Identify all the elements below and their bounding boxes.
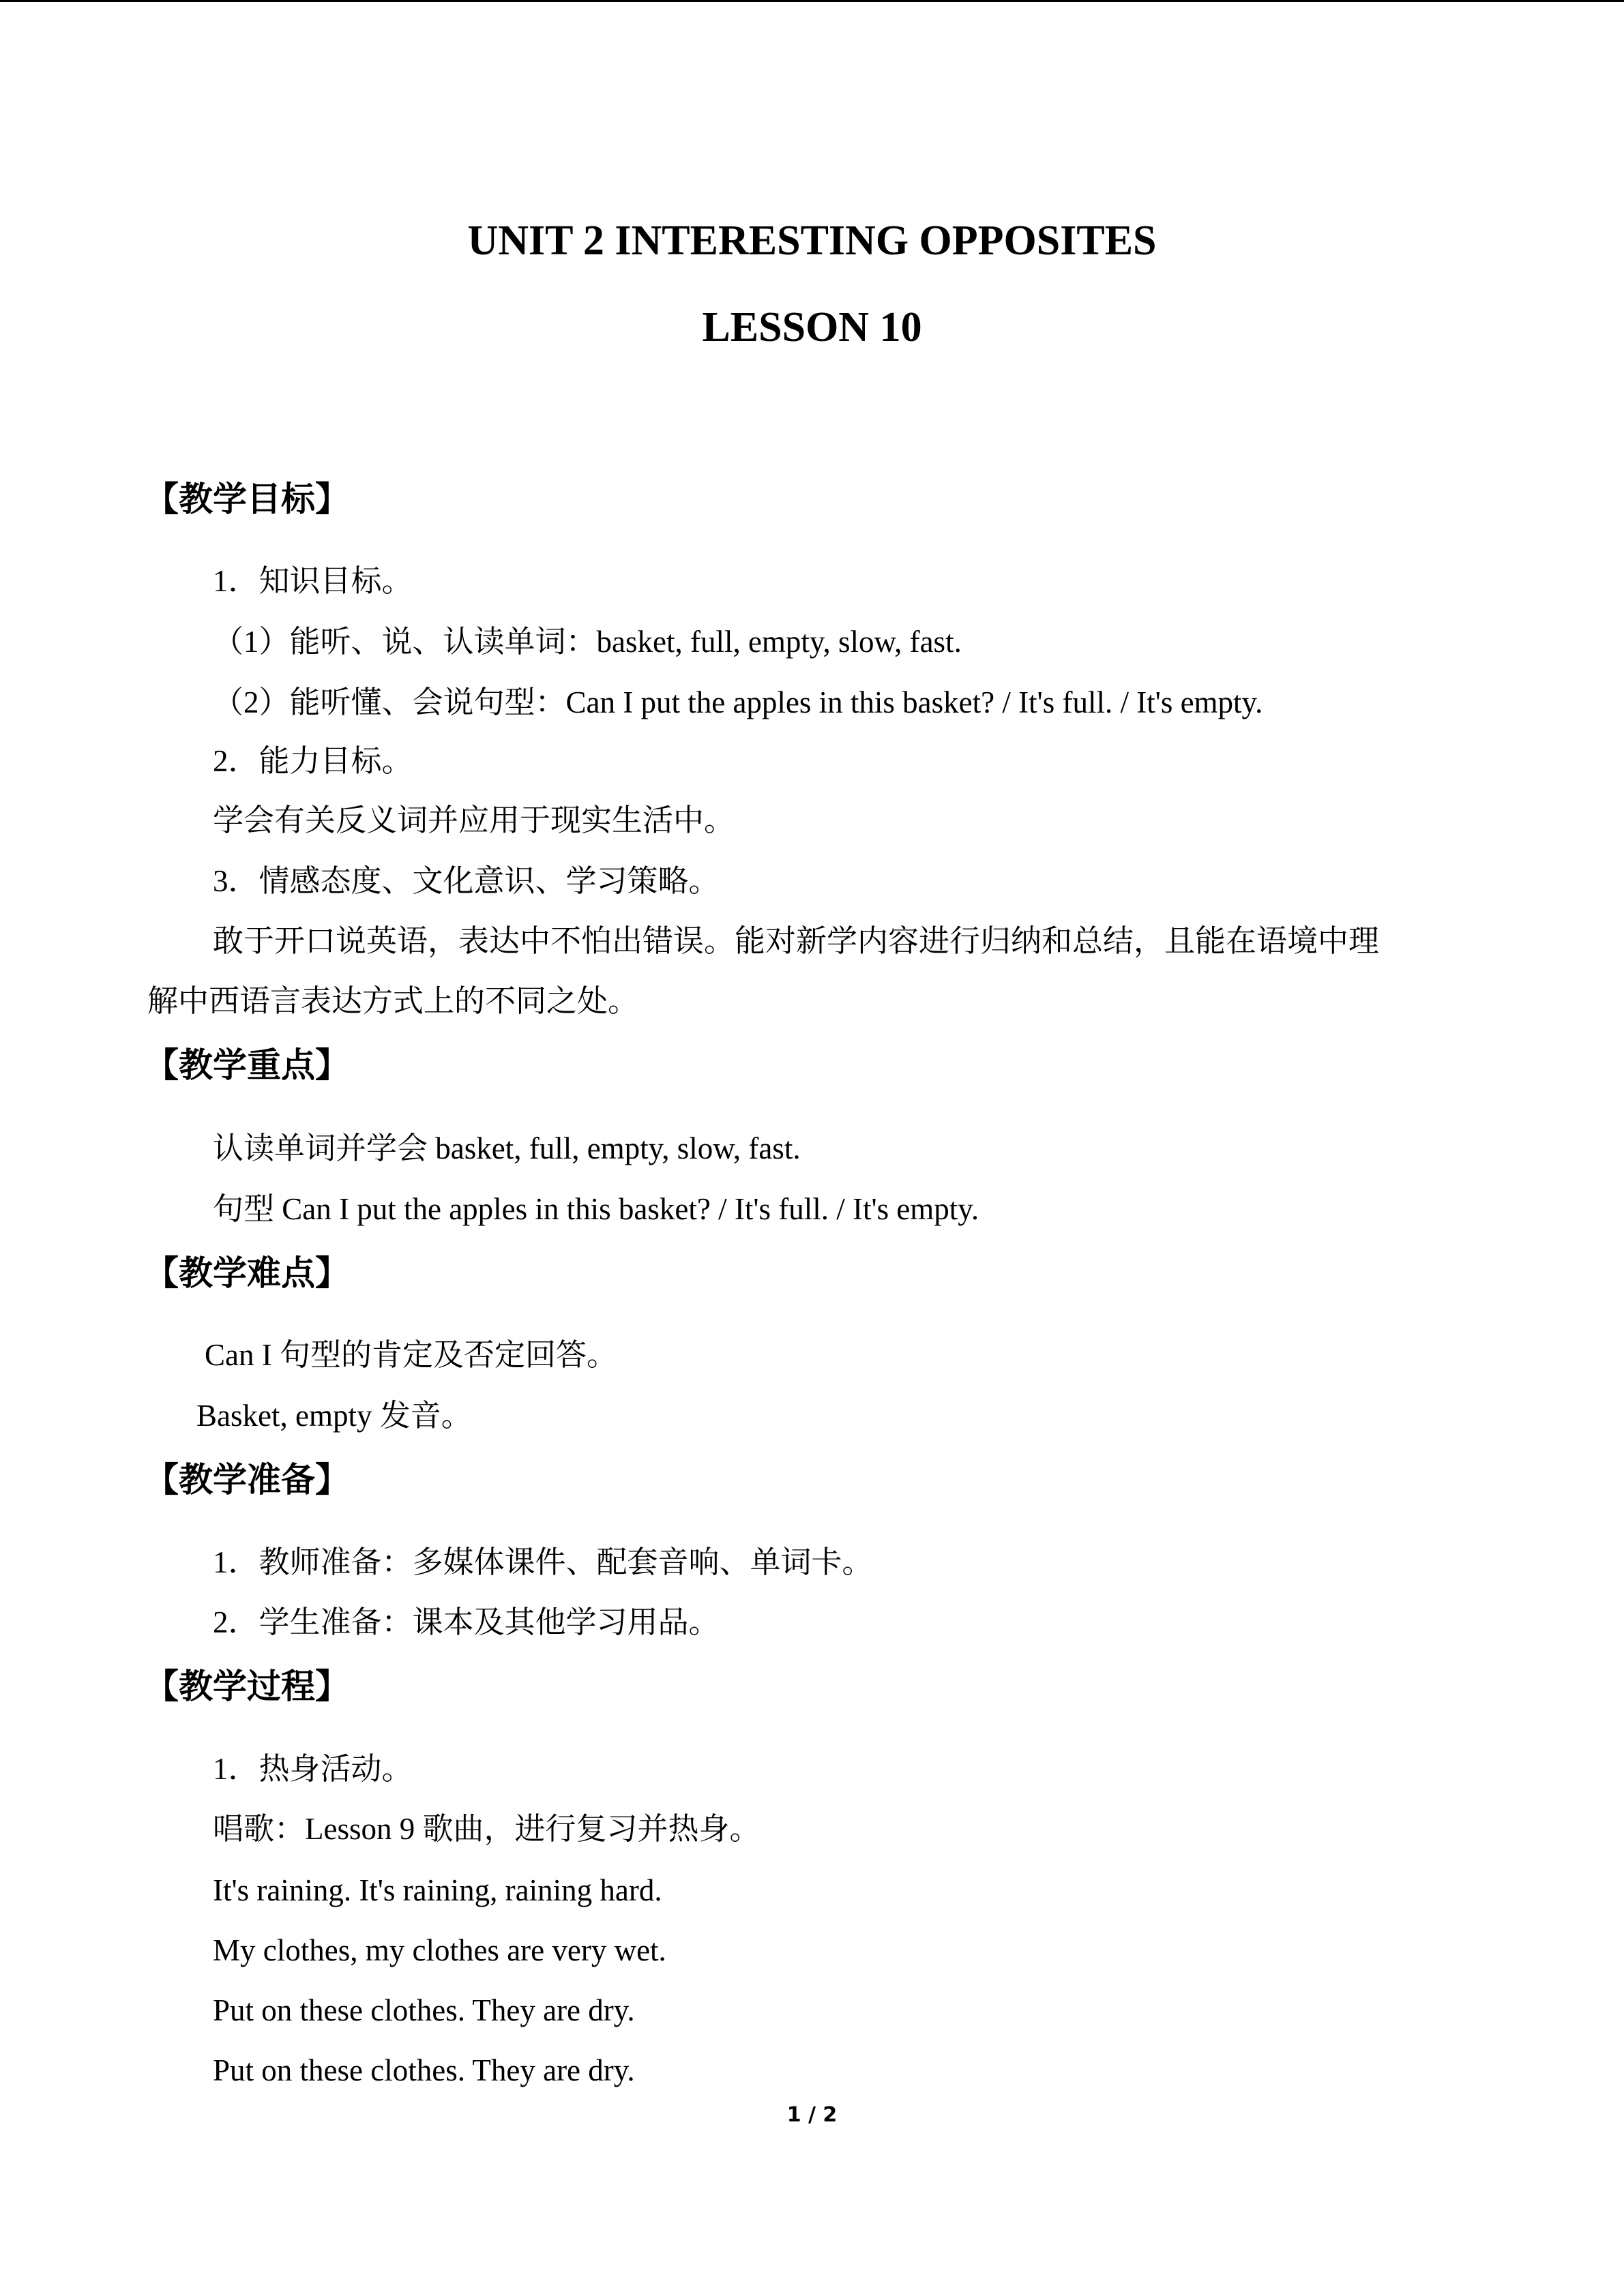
preparation-line: 1．教师准备：多媒体课件、配套音响、单词卡。 (213, 1545, 873, 1579)
objectives-line: （2）能听懂、会说句型：Can I put the apples in this basket? / It's full. / It's empty. (213, 685, 1263, 719)
section-heading-process: 【教学过程】 (145, 1667, 349, 1706)
objectives-line: 学会有关反义词并应用于现实生活中。 (213, 803, 735, 837)
document-subtitle: LESSON 10 (702, 304, 922, 351)
objectives-line: 2．能力目标。 (213, 744, 413, 778)
section-heading-preparation: 【教学准备】 (145, 1460, 349, 1500)
document-title: UNIT 2 INTERESTING OPPOSITES (467, 218, 1157, 264)
process-line: Put on these clothes. They are dry. (213, 2053, 635, 2087)
page-top-border (0, 0, 1624, 2)
section-heading-objectives: 【教学目标】 (145, 479, 349, 519)
preparation-line: 2．学生准备：课本及其他学习用品。 (213, 1605, 720, 1639)
process-line: 唱歌：Lesson 9 歌曲，进行复习并热身。 (213, 1812, 761, 1846)
process-line: My clothes, my clothes are very wet. (213, 1933, 666, 1967)
key-points-line: 认读单词并学会 basket, full, empty, slow, fast. (213, 1131, 801, 1165)
objectives-line: 解中西语言表达方式上的不同之处。 (147, 984, 639, 1018)
objectives-line: 3．情感态度、文化意识、学习策略。 (213, 864, 720, 898)
process-line: It's raining. It's raining, raining hard. (213, 1873, 662, 1907)
objectives-line: 1．知识目标。 (213, 564, 413, 598)
process-line: Put on these clothes. They are dry. (213, 1993, 635, 2027)
objectives-line: 敢于开口说英语，表达中不怕出错误。能对新学内容进行归纳和总结，且能在语境中理 (213, 924, 1380, 958)
process-line: 1．热身活动。 (213, 1752, 413, 1786)
difficulties-line: Can I 句型的肯定及否定回答。 (205, 1338, 617, 1372)
key-points-line: 句型 Can I put the apples in this basket? / It's full. / It's empty. (213, 1192, 979, 1226)
objectives-line: （1）能听、说、认读单词：basket, full, empty, slow, fast. (213, 625, 962, 659)
section-heading-key-points: 【教学重点】 (145, 1045, 349, 1085)
section-heading-difficulties: 【教学难点】 (145, 1253, 349, 1293)
page-number: 1 / 2 (786, 2103, 838, 2127)
difficulties-line: Basket, empty 发音。 (196, 1399, 472, 1433)
